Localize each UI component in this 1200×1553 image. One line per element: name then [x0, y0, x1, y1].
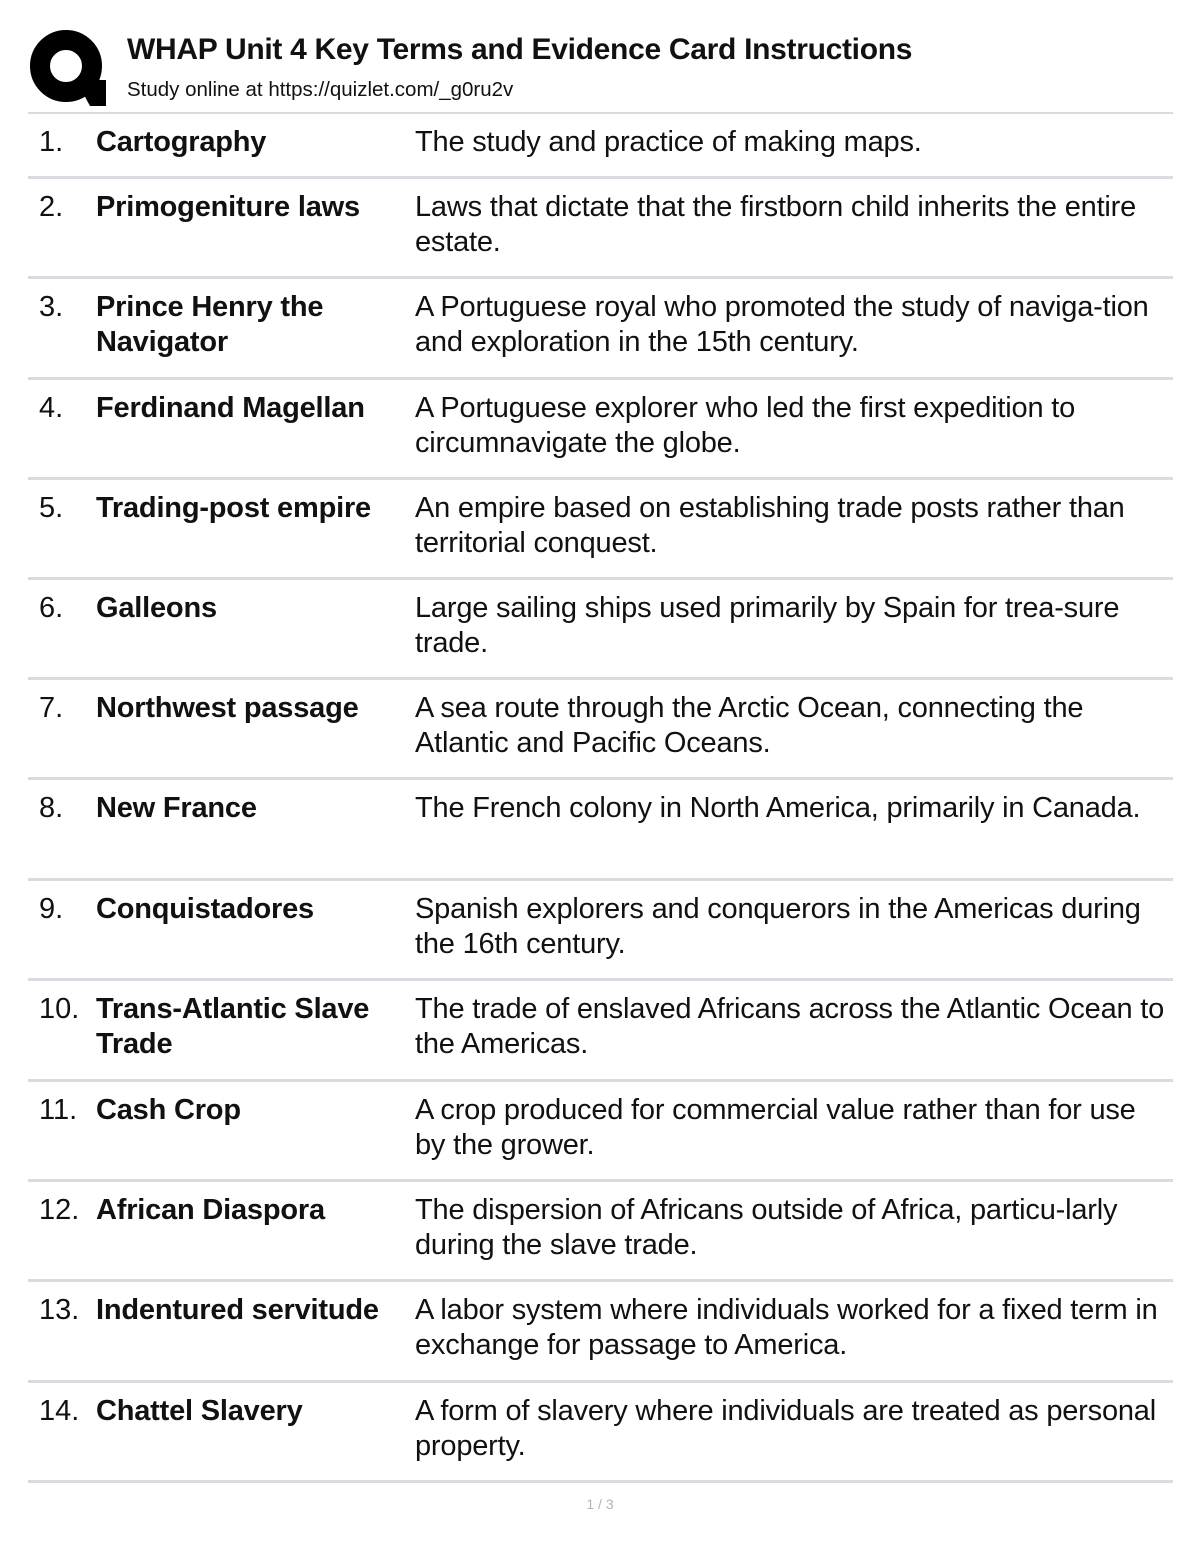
term-name: Cartography: [96, 126, 267, 158]
term-definition: Laws that dictate that the firstborn child inherits the entire estate.: [415, 191, 1137, 258]
term-row: [28, 1383, 1173, 1483]
term-number: 6.: [39, 592, 64, 624]
term-row: [28, 580, 1173, 680]
term-name: Ferdinand Magellan: [96, 392, 365, 424]
term-number: 10.: [39, 993, 80, 1025]
term-name: Northwest passage: [96, 692, 359, 724]
term-name: New France: [96, 792, 257, 824]
term-row: [28, 680, 1173, 780]
study-online-link[interactable]: Study online at https://quizlet.com/_g0ru2v: [127, 78, 514, 101]
page-title: WHAP Unit 4 Key Terms and Evidence Card Instructions: [127, 33, 913, 66]
term-definition: Spanish explorers and conquerors in the Americas during the 16th century.: [415, 893, 1141, 960]
term-row: [28, 1082, 1173, 1182]
term-row: [28, 1182, 1173, 1282]
term-row: [28, 380, 1173, 480]
term-definition: The trade of enslaved Africans across the Atlantic Ocean to the Americas.: [415, 993, 1165, 1060]
term-name: Trans-Atlantic Slave Trade: [96, 993, 370, 1060]
term-name: Galleons: [96, 592, 217, 624]
term-row: [28, 1282, 1173, 1383]
key-terms-list: [28, 114, 1173, 1483]
term-number: 8.: [39, 792, 64, 824]
term-definition: The French colony in North America, primarily in Canada.: [415, 792, 1141, 824]
term-number: 11.: [39, 1094, 78, 1126]
term-name: Conquistadores: [96, 893, 314, 925]
term-row: [28, 114, 1173, 179]
term-definition: A crop produced for commercial value rather than for use by the grower.: [415, 1094, 1136, 1161]
term-number: 5.: [39, 492, 64, 524]
term-number: 13.: [39, 1294, 80, 1326]
term-name: Indentured servitude: [96, 1294, 379, 1326]
term-definition: A form of slavery where individuals are treated as personal property.: [415, 1395, 1156, 1462]
page-number: 1 / 3: [586, 1496, 614, 1512]
term-name: African Diaspora: [96, 1194, 325, 1226]
quizlet-logo-icon: [30, 30, 106, 106]
term-definition: The study and practice of making maps.: [415, 126, 922, 158]
page-header: [28, 28, 1173, 112]
term-row: [28, 480, 1173, 580]
term-row: [28, 881, 1173, 981]
term-definition: The dispersion of Africans outside of Africa, particu-larly during the slave trade.: [415, 1194, 1118, 1261]
term-row: [28, 179, 1173, 279]
term-number: 4.: [39, 392, 64, 424]
term-number: 1.: [39, 126, 64, 158]
term-number: 14.: [39, 1395, 80, 1427]
term-number: 3.: [39, 291, 64, 323]
term-number: 7.: [39, 692, 64, 724]
term-number: 2.: [39, 191, 64, 223]
term-name: Trading-post empire: [96, 492, 371, 524]
term-definition: A labor system where individuals worked for a fixed term in exchange for passage to America.: [415, 1294, 1158, 1361]
term-name: Cash Crop: [96, 1094, 241, 1126]
term-definition: Large sailing ships used primarily by Spain for trea-sure trade.: [415, 592, 1120, 659]
term-row: [28, 279, 1173, 380]
term-number: 12.: [39, 1194, 80, 1226]
term-definition: A Portuguese explorer who led the first expedition to circumnavigate the globe.: [415, 392, 1076, 459]
term-name: Chattel Slavery: [96, 1395, 303, 1427]
term-name: Primogeniture laws: [96, 191, 360, 223]
term-name: Prince Henry the Navigator: [96, 291, 324, 358]
term-row: [28, 780, 1173, 881]
term-definition: A sea route through the Arctic Ocean, connecting the Atlantic and Pacific Oceans.: [415, 692, 1084, 759]
term-number: 9.: [39, 893, 64, 925]
term-definition: A Portuguese royal who promoted the study of naviga-tion and exploration in the 15th century.: [415, 291, 1149, 358]
term-row: [28, 981, 1173, 1082]
term-definition: An empire based on establishing trade posts rather than territorial conquest.: [415, 492, 1125, 559]
